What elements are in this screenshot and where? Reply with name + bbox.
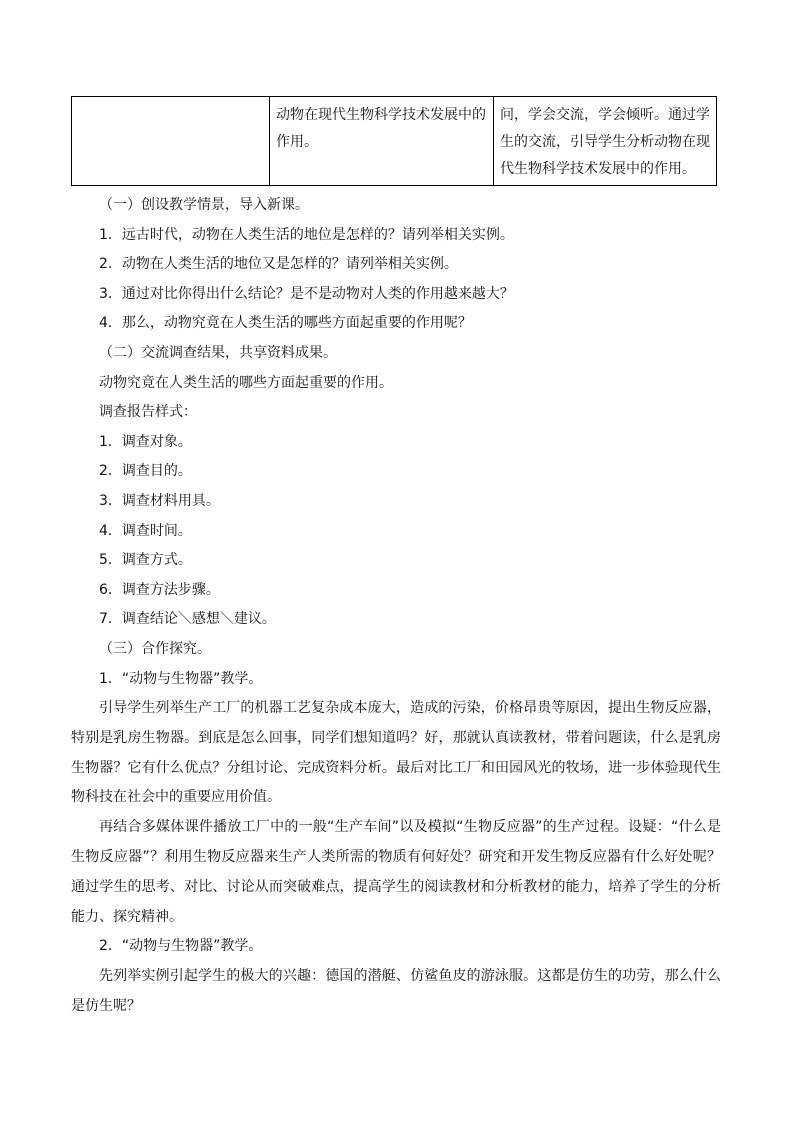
section-heading-3: （三）合作探究。: [99, 640, 211, 657]
section-heading-2: （二）交流调查结果，共享资料成果。: [99, 344, 337, 361]
list-item: 3．调查材料用具。: [99, 492, 220, 509]
list-item: 1．调查对象。: [99, 433, 192, 450]
paragraph: 先列举实例引起学生的极大的兴趣：德国的潜艇、仿鲨鱼皮的游泳服。这都是仿生的功劳，那么什么是仿生呢？: [71, 968, 721, 1014]
table-cell-content: 动物在现代生物科学技术发展中的作用。: [270, 97, 494, 186]
section-heading-1: （一）创设教学情景，导入新课。: [99, 197, 309, 213]
lesson-plan-table: [71, 96, 717, 186]
list-item: 4．那么，动物究竟在人类生活的哪些方面起重要的作用呢？: [99, 315, 472, 332]
paragraph: 再结合多媒体课件播放工厂中的一般“生产车间”以及模拟“生物反应器”的生产过程。设疑：“什么是生物反应器”？利用生物反应器来生产人类所需的物质有何好处？研究和开发生物反应器有什么好处呢？通过学生的思考、对比、讨论从而突破难点，提高学生的阅读教材和分析教材的能力，培养了学生的分析能力、探究精神。: [71, 819, 721, 925]
list-item: 1．远古时代，动物在人类生活的地位是怎样的？请列举相关实例。: [99, 226, 514, 243]
list-item: 1．“动物与生物器”教学。: [99, 670, 263, 687]
list-item: 3．通过对比你得出什么结论？是不是动物对人类的作用越来越大？: [99, 285, 514, 302]
table-cell-activity: 问，学会交流，学会倾听。通过学生的交流，引导学生分析动物在现代生物科学技术发展中的作用。: [494, 97, 717, 186]
paragraph: 引导学生列举生产工厂的机器工艺复杂成本庞大，造成的污染，价格昂贵等原因，提出生物反应器，特别是乳房生物器。到底是怎么回事，同学们想知道吗？好，那就认真读教材，带着问题读，什么是乳房生物器？它有什么优点？分组讨论、完成资料分析。最后对比工厂和田园风光的牧场，进一步体验现代生物科技在社会中的重要应用价值。: [71, 700, 721, 806]
list-item: 2．调查目的。: [99, 463, 192, 480]
document-body: [71, 191, 721, 1022]
list-item: 5．调查方式。: [99, 552, 192, 569]
table-row: [72, 97, 717, 186]
body-line: 动物究竟在人类生活的哪些方面起重要的作用。: [99, 374, 393, 391]
list-item: 2．动物在人类生活的地位又是怎样的？请列举相关实例。: [99, 256, 458, 273]
table-cell-empty: [72, 97, 270, 186]
list-item: 7．调查结论＼感想＼建议。: [99, 611, 276, 628]
list-item: 6．调查方法步骤。: [99, 581, 220, 598]
list-item: 2．“动物与生物器”教学。: [99, 938, 263, 955]
list-item: 4．调查时间。: [99, 522, 192, 539]
body-line: 调查报告样式：: [99, 404, 197, 421]
